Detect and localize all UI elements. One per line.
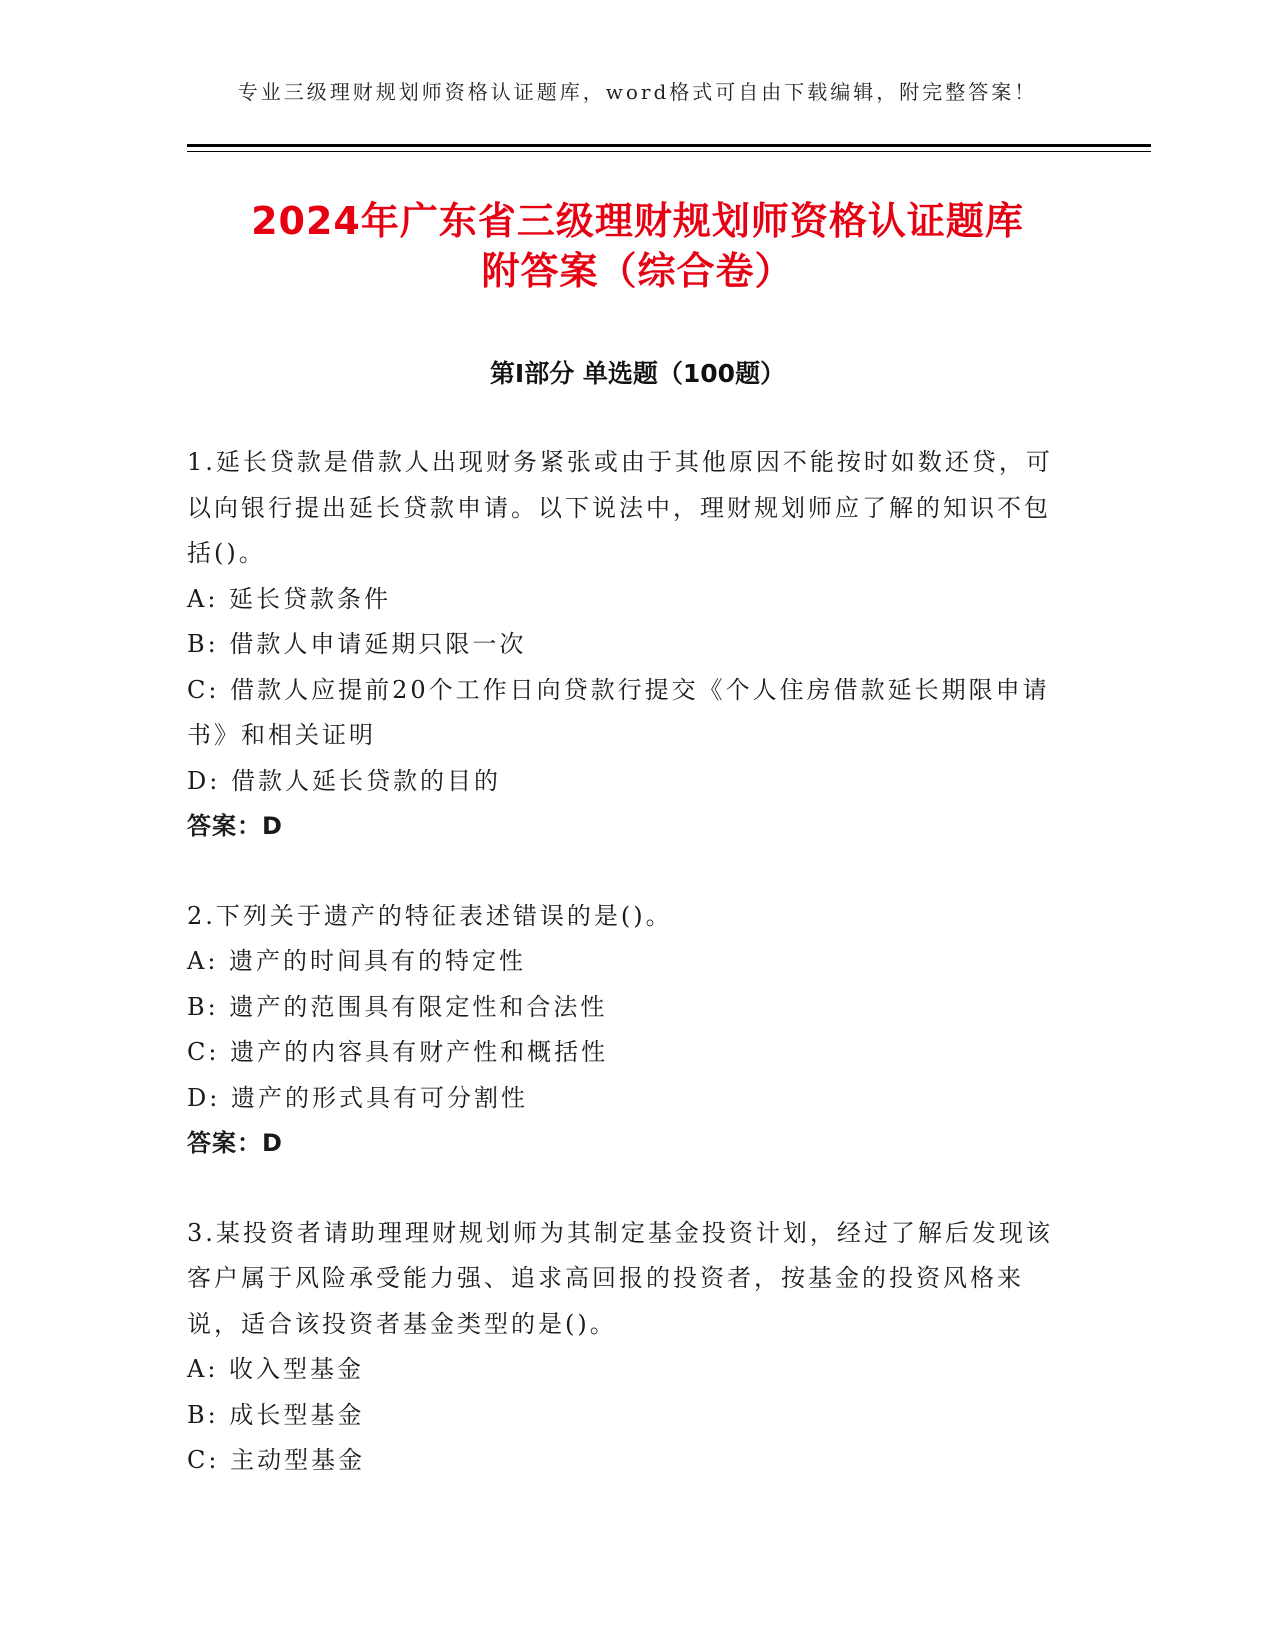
document-title-line-2: 附答案（综合卷） (481, 249, 794, 293)
option-a: A: 延长贷款条件 (187, 584, 392, 613)
option-c: C: 主动型基金 (187, 1446, 366, 1474)
question-list (187, 440, 1067, 1528)
page-header: 专业三级理财规划师资格认证题库，word格式可自由下载编辑，附完整答案！ (237, 80, 1038, 104)
document-title-line-1: 2024年广东省三级理财规划师资格认证题库 (251, 199, 1024, 243)
document-title (0, 196, 1275, 296)
option-b: B: 借款人申请延期只限一次 (187, 630, 527, 658)
question-stem: 3.某投资者请助理理财规划师为其制定基金投资计划，经过了解后发现该客户属于风险承受能力强、追求高回报的投资者，按基金的投资风格来说，适合该投资者基金类型的是()。 (187, 1218, 1053, 1338)
option-b: B: 遗产的范围具有限定性和合法性 (187, 992, 608, 1021)
option-c: C: 借款人应提前20个工作日向贷款行提交《个人住房借款延长期限申请书》和相关证明 (187, 675, 1050, 749)
question-stem: 2.下列关于遗产的特征表述错误的是()。 (187, 901, 673, 930)
option-c: C: 遗产的内容具有财产性和概括性 (187, 1038, 609, 1066)
option-d: D: 遗产的形式具有可分割性 (187, 1083, 528, 1112)
option-a: A: 收入型基金 (187, 1355, 365, 1383)
header-rule-thick (187, 144, 1151, 147)
question-1 (187, 440, 1067, 850)
option-b: B: 成长型基金 (187, 1400, 365, 1429)
question-3 (187, 1211, 1067, 1484)
answer: 答案：D (187, 812, 283, 840)
question-stem: 1.延长贷款是借款人出现财务紧张或由于其他原因不能按时如数还贷，可以向银行提出延长贷款申请。以下说法中，理财规划师应了解的知识不包括()。 (187, 448, 1053, 567)
option-d: D: 借款人延长贷款的目的 (187, 766, 501, 795)
answer: 答案：D (187, 1129, 283, 1157)
question-2 (187, 894, 1067, 1167)
option-a: A: 遗产的时间具有的特定性 (187, 947, 527, 975)
header-rule-thin (187, 151, 1151, 152)
section-title: 第Ⅰ部分 单选题（100题） (489, 359, 786, 388)
